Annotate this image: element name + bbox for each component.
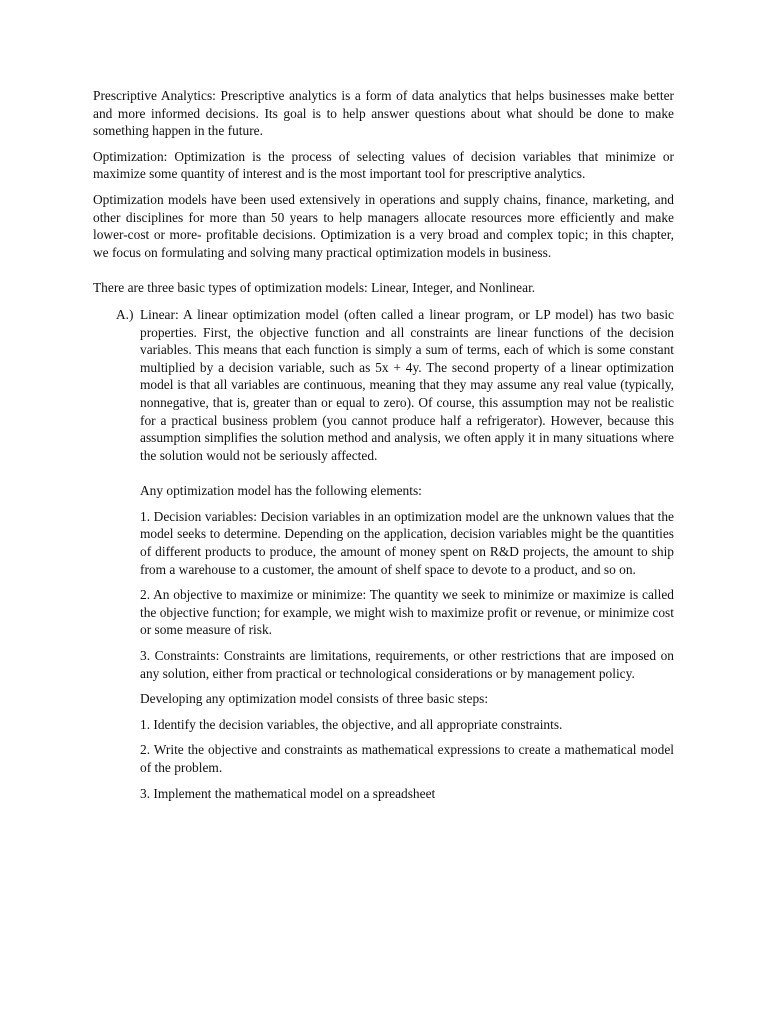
- list-item-linear: [93, 306, 674, 802]
- paragraph-optimization-definition: Optimization: Optimization is the process of selecting values of decision variables that minimize or maximize some quantity of interest and is the most important tool for prescriptive analytics.: [93, 148, 674, 182]
- paragraph-prescriptive-analytics: Prescriptive Analytics: Prescriptive analytics is a form of data analytics that helps businesses make better and more informed decisions. Its goal is to help answer questions about what should be done to make something happen in the future.: [93, 88, 674, 139]
- step-identify: 1. Identify the decision variables, the objective, and all appropriate constraints.: [140, 716, 563, 732]
- elements-intro: Any optimization model has the following elements:: [140, 483, 422, 499]
- element-decision-variables: 1. Decision variables: Decision variables in an optimization model are the unknown values that the model seeks to determine. Depending on the application, decision variables might be the quantities of different products to produce, the amount of money spent on R&D projects, the amount to ship from a warehouse to a customer, the amount of shelf space to devote to a product, and so on.: [140, 508, 674, 577]
- step-implement: 3. Implement the mathematical model on a spreadsheet: [140, 785, 436, 801]
- step-write: 2. Write the objective and constraints as mathematical expressions to create a mathematical model of the problem.: [140, 742, 674, 775]
- list-marker: A.): [116, 306, 134, 322]
- steps-intro: Developing any optimization model consists of three basic steps:: [140, 691, 489, 707]
- list-item-content: [140, 306, 674, 802]
- element-objective: 2. An objective to maximize or minimize: The quantity we seek to minimize or maximize is called the objective function; for example, we might wish to maximize profit or revenue, or minimize cost or some measure of risk.: [140, 587, 674, 638]
- document-page: [93, 87, 674, 810]
- element-constraints: 3. Constraints: Constraints are limitations, requirements, or other restrictions that are imposed on any solution, either from practical or technological considerations or by management policy.: [140, 648, 674, 681]
- paragraph-linear-definition: Linear: A linear optimization model (often called a linear program, or LP model) has two basic properties. First, the objective function and all constraints are linear functions of the decision variables. This means that each function is simply a sum of terms, each of which is some constant multiplied by a decision variable, such as 5x + 4y. The second property of a linear optimization model is that all variables are continuous, meaning that they may assume any real value (typically, nonnegative, that is, greater than or equal to zero). Of course, this assumption may not be realistic for a practical business problem (you cannot produce half a refrigerator). However, because this assumption simplifies the solution method and analysis, we often apply it in many situations where the solution would not be seriously affected.: [140, 306, 674, 463]
- paragraph-types-of-models: There are three basic types of optimization models: Linear, Integer, and Nonlinear.: [93, 280, 536, 296]
- paragraph-optimization-models: Optimization models have been used extensively in operations and supply chains, finance, marketing, and other disciplines for more than 50 years to help managers allocate resources more efficiently and make lower-cost or more- profitable decisions. Optimization is a very broad and complex topic; in this chapter, we focus on formulating and solving many practical optimization models in business.: [93, 191, 674, 260]
